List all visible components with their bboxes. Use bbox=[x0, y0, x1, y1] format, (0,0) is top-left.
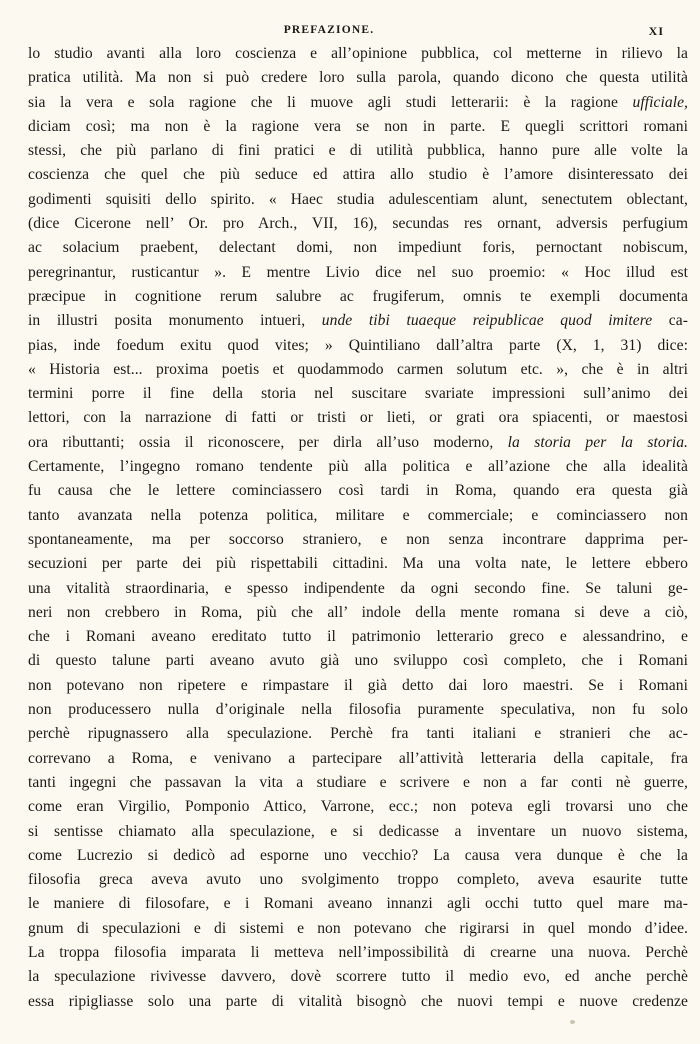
text-run: godimenti squisiti dello spirito. « Haec studia adulescentiam alunt, senectutem oblectant, bbox=[28, 190, 688, 208]
text-line bbox=[28, 747, 688, 771]
text-run: termini porre il fine della storia nel suscitare svariate impressioni sull’animo dei bbox=[28, 385, 688, 403]
text-run: le maniere di filosofare, e i Romani aveano innanzi agli occhi tutto quel mare ma- bbox=[28, 895, 688, 913]
text-line bbox=[28, 649, 688, 673]
text-run: fu causa che le lettere cominciassero così tardi in Roma, quando era questa già bbox=[28, 482, 688, 500]
text-line bbox=[28, 625, 688, 649]
text-line bbox=[28, 42, 688, 66]
text-run: filosofia greca aveva avuto uno svolgimento troppo completo, aveva esaurite tutte bbox=[28, 871, 688, 889]
text-run: si sentisse chiamato alla speculazione, e si dedicasse a inventare un nuovo sistema, bbox=[28, 822, 688, 840]
text-line bbox=[28, 406, 688, 430]
text-line bbox=[28, 66, 688, 90]
text-line bbox=[28, 771, 688, 795]
text-run: tanti ingegni che passavan la vita a studiare e scrivere e non a far conti nè guerre, bbox=[28, 773, 688, 791]
header-title: PREFAZIONE. bbox=[283, 24, 375, 36]
text-line bbox=[28, 382, 688, 406]
text-run: una vitalità straordinaria, e spesso indipendente da ogni secondo fine. Se taluni ge- bbox=[28, 579, 688, 597]
text-run: coscienza che quel che più seduce ed attira allo studio è l’amore disinteressato dei bbox=[28, 166, 688, 184]
text-line bbox=[28, 188, 688, 212]
text-line bbox=[28, 674, 688, 698]
text-line bbox=[28, 358, 688, 382]
running-header bbox=[0, 24, 700, 42]
text-line bbox=[28, 163, 688, 187]
text-run: non potevano non ripetere e rimpastare il già detto dai loro maestri. Se i Romani bbox=[28, 676, 688, 694]
text-line bbox=[28, 892, 688, 916]
text-run: secuzioni per parte dei più rispettabili cittadini. Ma una volta nate, le lettere ebbero bbox=[28, 555, 688, 573]
italic-run: unde tibi tuaeque reipublicae quod imitere bbox=[321, 312, 653, 330]
text-line bbox=[28, 795, 688, 819]
text-line bbox=[28, 601, 688, 625]
text-line bbox=[28, 261, 688, 285]
text-run: pias, inde foedum exitu quod vites; » Quintiliano dall’altra parte (X, 1, 31) dice: bbox=[28, 336, 688, 354]
text-run: ac solacium praebent, delectant domi, non impediunt foris, pernoctant nobiscum, bbox=[28, 239, 688, 257]
text-line bbox=[28, 941, 688, 965]
text-line bbox=[28, 91, 688, 115]
text-run: che i Romani aveano ereditato tutto il patrimonio letterario greco e alessandrino, e bbox=[28, 628, 688, 646]
text-run: La troppa filosofia imparata li metteva nell’impossibilità di crearne una nuova. Perchè bbox=[28, 943, 688, 961]
text-run: in illustri posita monumento intueri, bbox=[28, 312, 322, 330]
text-run: non producessero nulla d’originale nella filosofia puramente speculativa, non fu solo bbox=[28, 701, 688, 719]
text-line bbox=[28, 285, 688, 309]
page-number: XI bbox=[648, 24, 664, 38]
text-run: peregrinantur, rusticantur ». E mentre Livio dice nel suo proemio: « Hoc illud est bbox=[28, 263, 688, 281]
body-text bbox=[28, 42, 688, 1014]
text-line bbox=[28, 577, 688, 601]
text-line bbox=[28, 455, 688, 479]
text-run: Certamente, l’ingegno romano tendente più alla politica e all’azione che alla idealità bbox=[28, 458, 688, 476]
text-line bbox=[28, 236, 688, 260]
text-line bbox=[28, 334, 688, 358]
text-run: tanto avanzata nella potenza politica, militare e commerciale; e cominciassero non bbox=[28, 506, 688, 524]
text-run: lo studio avanti alla loro coscienza e all’opinione pubblica, col metterne in rilievo la bbox=[28, 45, 688, 62]
text-line bbox=[28, 115, 688, 139]
text-run: ca- bbox=[652, 312, 688, 330]
text-line bbox=[28, 528, 688, 552]
text-run: essa ripigliasse solo una parte di vitalità bisognò che nuovi tempi e nuove credenze bbox=[28, 992, 688, 1010]
text-run: ora ributtanti; ossia il riconoscere, per dirla all’uso moderno, bbox=[28, 433, 508, 451]
paper-speck bbox=[570, 1020, 575, 1024]
text-line bbox=[28, 552, 688, 576]
text-line bbox=[28, 844, 688, 868]
text-line bbox=[28, 139, 688, 163]
text-run: come eran Virgilio, Pomponio Attico, Varrone, ecc.; non poteva egli trovarsi uno che bbox=[28, 798, 688, 816]
text-line bbox=[28, 504, 688, 528]
text-run: come Lucrezio si dedicò ad esporne uno vecchio? La causa vera dunque è che la bbox=[28, 846, 688, 864]
text-run: perchè ripugnassero alla speculazione. Perchè fra tanti italiani e stranieri che ac- bbox=[28, 725, 688, 743]
text-run: stessi, che più parlano di fini pratici e di utilità pubblica, hanno pure alle volte la bbox=[28, 142, 688, 160]
text-run: spontaneamente, ma per soccorso straniero, e non senza incontrare dapprima per- bbox=[28, 530, 688, 548]
italic-run: ufficiale, bbox=[632, 93, 688, 111]
text-run: sia la vera e sola ragione che li muove agli studi letterarii: è la ragione bbox=[28, 93, 633, 111]
text-run: (dice Cicerone nell’ Or. pro Arch., VII, 16), secundas res ornant, adversis perfugium bbox=[28, 215, 688, 233]
text-run: la speculazione rivivesse davvero, dovè scorrere tutto il medio evo, ed anche perchè bbox=[28, 968, 688, 986]
text-run: di questo talune parti aveano avuto già uno sviluppo così completo, che i Romani bbox=[28, 652, 688, 670]
text-run: « Historia est... proxima poetis et quodammodo carmen solutum etc. », che è in altri bbox=[28, 360, 688, 378]
text-line bbox=[28, 212, 688, 236]
text-line bbox=[28, 868, 688, 892]
text-run: præcipue in cognitione rerum salubre ac frugiferum, omnis te exempli documenta bbox=[28, 287, 688, 305]
text-line bbox=[28, 990, 688, 1014]
text-run: gnum di speculazioni e di sistemi e non potevano che rigirarsi in quel mondo d’idee. bbox=[28, 919, 688, 937]
text-line bbox=[28, 431, 688, 455]
text-run: lettori, con la narrazione di fatti or tristi or lieti, or grati ora spiacenti, or maestosi bbox=[28, 409, 688, 427]
text-run: diciam così; ma non è la ragione vera se non in parte. E quegli scrittori romani bbox=[28, 117, 688, 135]
text-line bbox=[28, 698, 688, 722]
text-line bbox=[28, 917, 688, 941]
text-run: neri non crebbero in Roma, più che all’ indole della mente romana si deve a ciò, bbox=[28, 603, 688, 621]
text-line bbox=[28, 479, 688, 503]
text-line bbox=[28, 820, 688, 844]
text-line bbox=[28, 309, 688, 333]
italic-run: la storia per la storia. bbox=[507, 433, 688, 451]
text-line bbox=[28, 965, 688, 989]
text-run: pratica utilità. Ma non si può credere loro sulla parola, quando dicono che questa utilità bbox=[28, 69, 688, 87]
text-line bbox=[28, 722, 688, 746]
text-run: correvano a Roma, e venivano a partecipare all’attività letteraria della capitale, fra bbox=[28, 749, 688, 767]
